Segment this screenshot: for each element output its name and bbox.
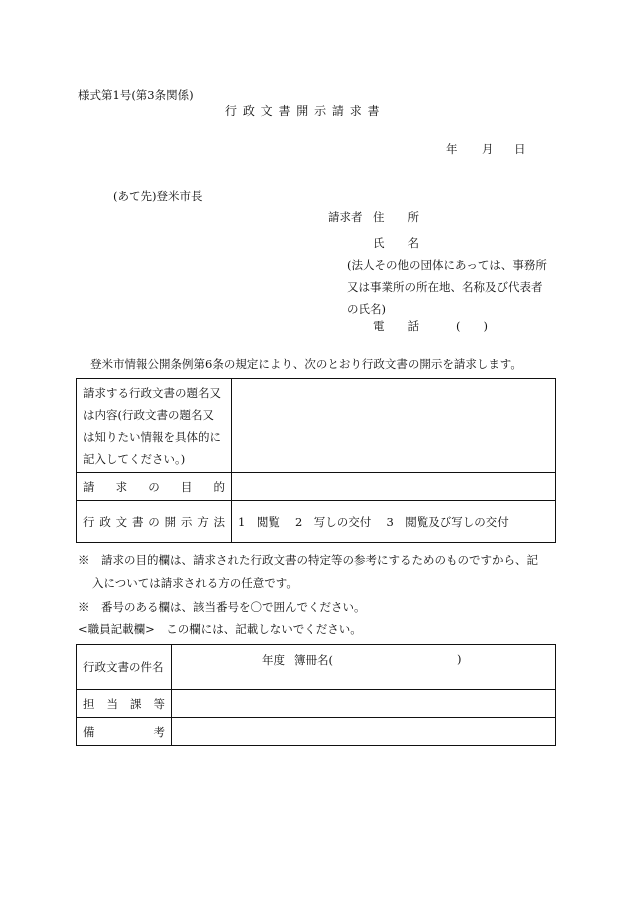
- corporate-note: [347, 254, 562, 320]
- method-label-char: 文: [115, 514, 128, 529]
- date-day-label: 日: [514, 142, 526, 156]
- subject-label-cell: [77, 645, 172, 690]
- table-row: [77, 379, 556, 473]
- purpose-label-char: 目: [180, 479, 193, 494]
- method-label-char: 方: [197, 514, 209, 529]
- method-label-char: 書: [131, 514, 144, 529]
- corporate-note-line: 又は事業所の所在地、名称及び代表者: [347, 280, 543, 294]
- note-purpose-line1: ※ 請求の目的欄は、請求された行政文書の特定等の参考にするためのものですから、記: [78, 553, 538, 567]
- staff-table: [76, 644, 556, 746]
- method-label-char: の: [148, 514, 160, 529]
- purpose-label-cell: [77, 473, 232, 501]
- method-label-char: 行: [83, 514, 95, 529]
- purpose-label-char: 的: [213, 479, 225, 494]
- section-label-char: 課: [130, 696, 142, 711]
- table-row: [77, 645, 556, 690]
- table-row: [77, 501, 556, 543]
- request-table: [76, 378, 556, 543]
- note-purpose-line2: 入については請求される方の任意です。: [92, 576, 298, 590]
- section-label-char: 当: [106, 696, 118, 711]
- name-label: 氏 名: [373, 236, 419, 250]
- corporate-note-line: の氏名): [347, 302, 386, 316]
- remarks-label-cell: [77, 718, 172, 746]
- table-row: [77, 690, 556, 718]
- method-label-char: 法: [213, 514, 225, 529]
- method-option-copy[interactable]: 2 写しの交付: [294, 514, 372, 529]
- note-numbered-fields: ※ 番号のある欄は、該当番号を〇で囲んでください。: [78, 600, 366, 614]
- section-label-char: 等: [153, 696, 165, 711]
- document-title-label-line: 請求する行政文書の題名又: [83, 385, 221, 400]
- subject-label: 行政文書の件名: [83, 660, 164, 674]
- address-label: 住 所: [373, 210, 419, 224]
- document-title: 行 政 文 書 開 示 請 求 書: [225, 104, 381, 118]
- volume-name-label: 簿冊名(: [294, 653, 333, 667]
- method-label-char: 開: [164, 514, 177, 529]
- date-month-label: 月: [482, 142, 494, 156]
- document-title-label-line: 記入してください。): [83, 451, 186, 466]
- telephone-area-code-parens: ( ): [456, 319, 488, 333]
- disclosure-method-options-cell: [232, 501, 556, 543]
- document-title-label-cell: [77, 379, 232, 473]
- document-title-label-line: は内容(行政文書の題名又: [83, 407, 214, 422]
- purpose-label-char: の: [148, 479, 160, 494]
- corporate-note-line: (法人その他の団体にあっては、事務所: [347, 258, 547, 272]
- purpose-label-char: 請: [83, 479, 95, 494]
- table-row: [77, 473, 556, 501]
- staff-section-heading: <職員記載欄> この欄には、記載しないでください。: [78, 622, 362, 636]
- document-title-field[interactable]: [232, 379, 556, 473]
- date-year-label: 年: [446, 142, 458, 156]
- method-option-view[interactable]: 1 閲覧: [238, 514, 280, 529]
- section-label-cell: [77, 690, 172, 718]
- disclosure-method-label-cell: [77, 501, 232, 543]
- spacer: [280, 514, 295, 530]
- remarks-label-char: 考: [153, 724, 165, 739]
- remarks-label-char: 備: [83, 724, 95, 739]
- table-row: [77, 718, 556, 746]
- method-option-view-and-copy[interactable]: 3 閲覧及び写しの交付: [386, 514, 509, 529]
- requester-label: 請求者: [328, 210, 363, 224]
- document-title-label-line: は知りたい情報を具体的に: [83, 429, 221, 444]
- purpose-label-char: 求: [115, 479, 128, 494]
- volume-name-close: ): [457, 652, 462, 666]
- form-number: 様式第1号(第3条関係): [78, 88, 194, 102]
- subject-field: [172, 645, 556, 690]
- section-field: [172, 690, 556, 718]
- spacer: [371, 514, 386, 530]
- telephone-label: 電 話: [373, 319, 419, 333]
- request-statement: 登米市情報公開条例第6条の規定により、次のとおり行政文書の開示を請求します。: [90, 357, 522, 371]
- remarks-field: [172, 718, 556, 746]
- fiscal-year-label: 年度: [262, 653, 285, 667]
- method-label-char: 政: [99, 514, 111, 529]
- method-label-char: 示: [180, 514, 193, 529]
- purpose-field[interactable]: [232, 473, 556, 501]
- section-label-char: 担: [83, 696, 95, 711]
- addressee: (あて先)登米市長: [113, 189, 203, 203]
